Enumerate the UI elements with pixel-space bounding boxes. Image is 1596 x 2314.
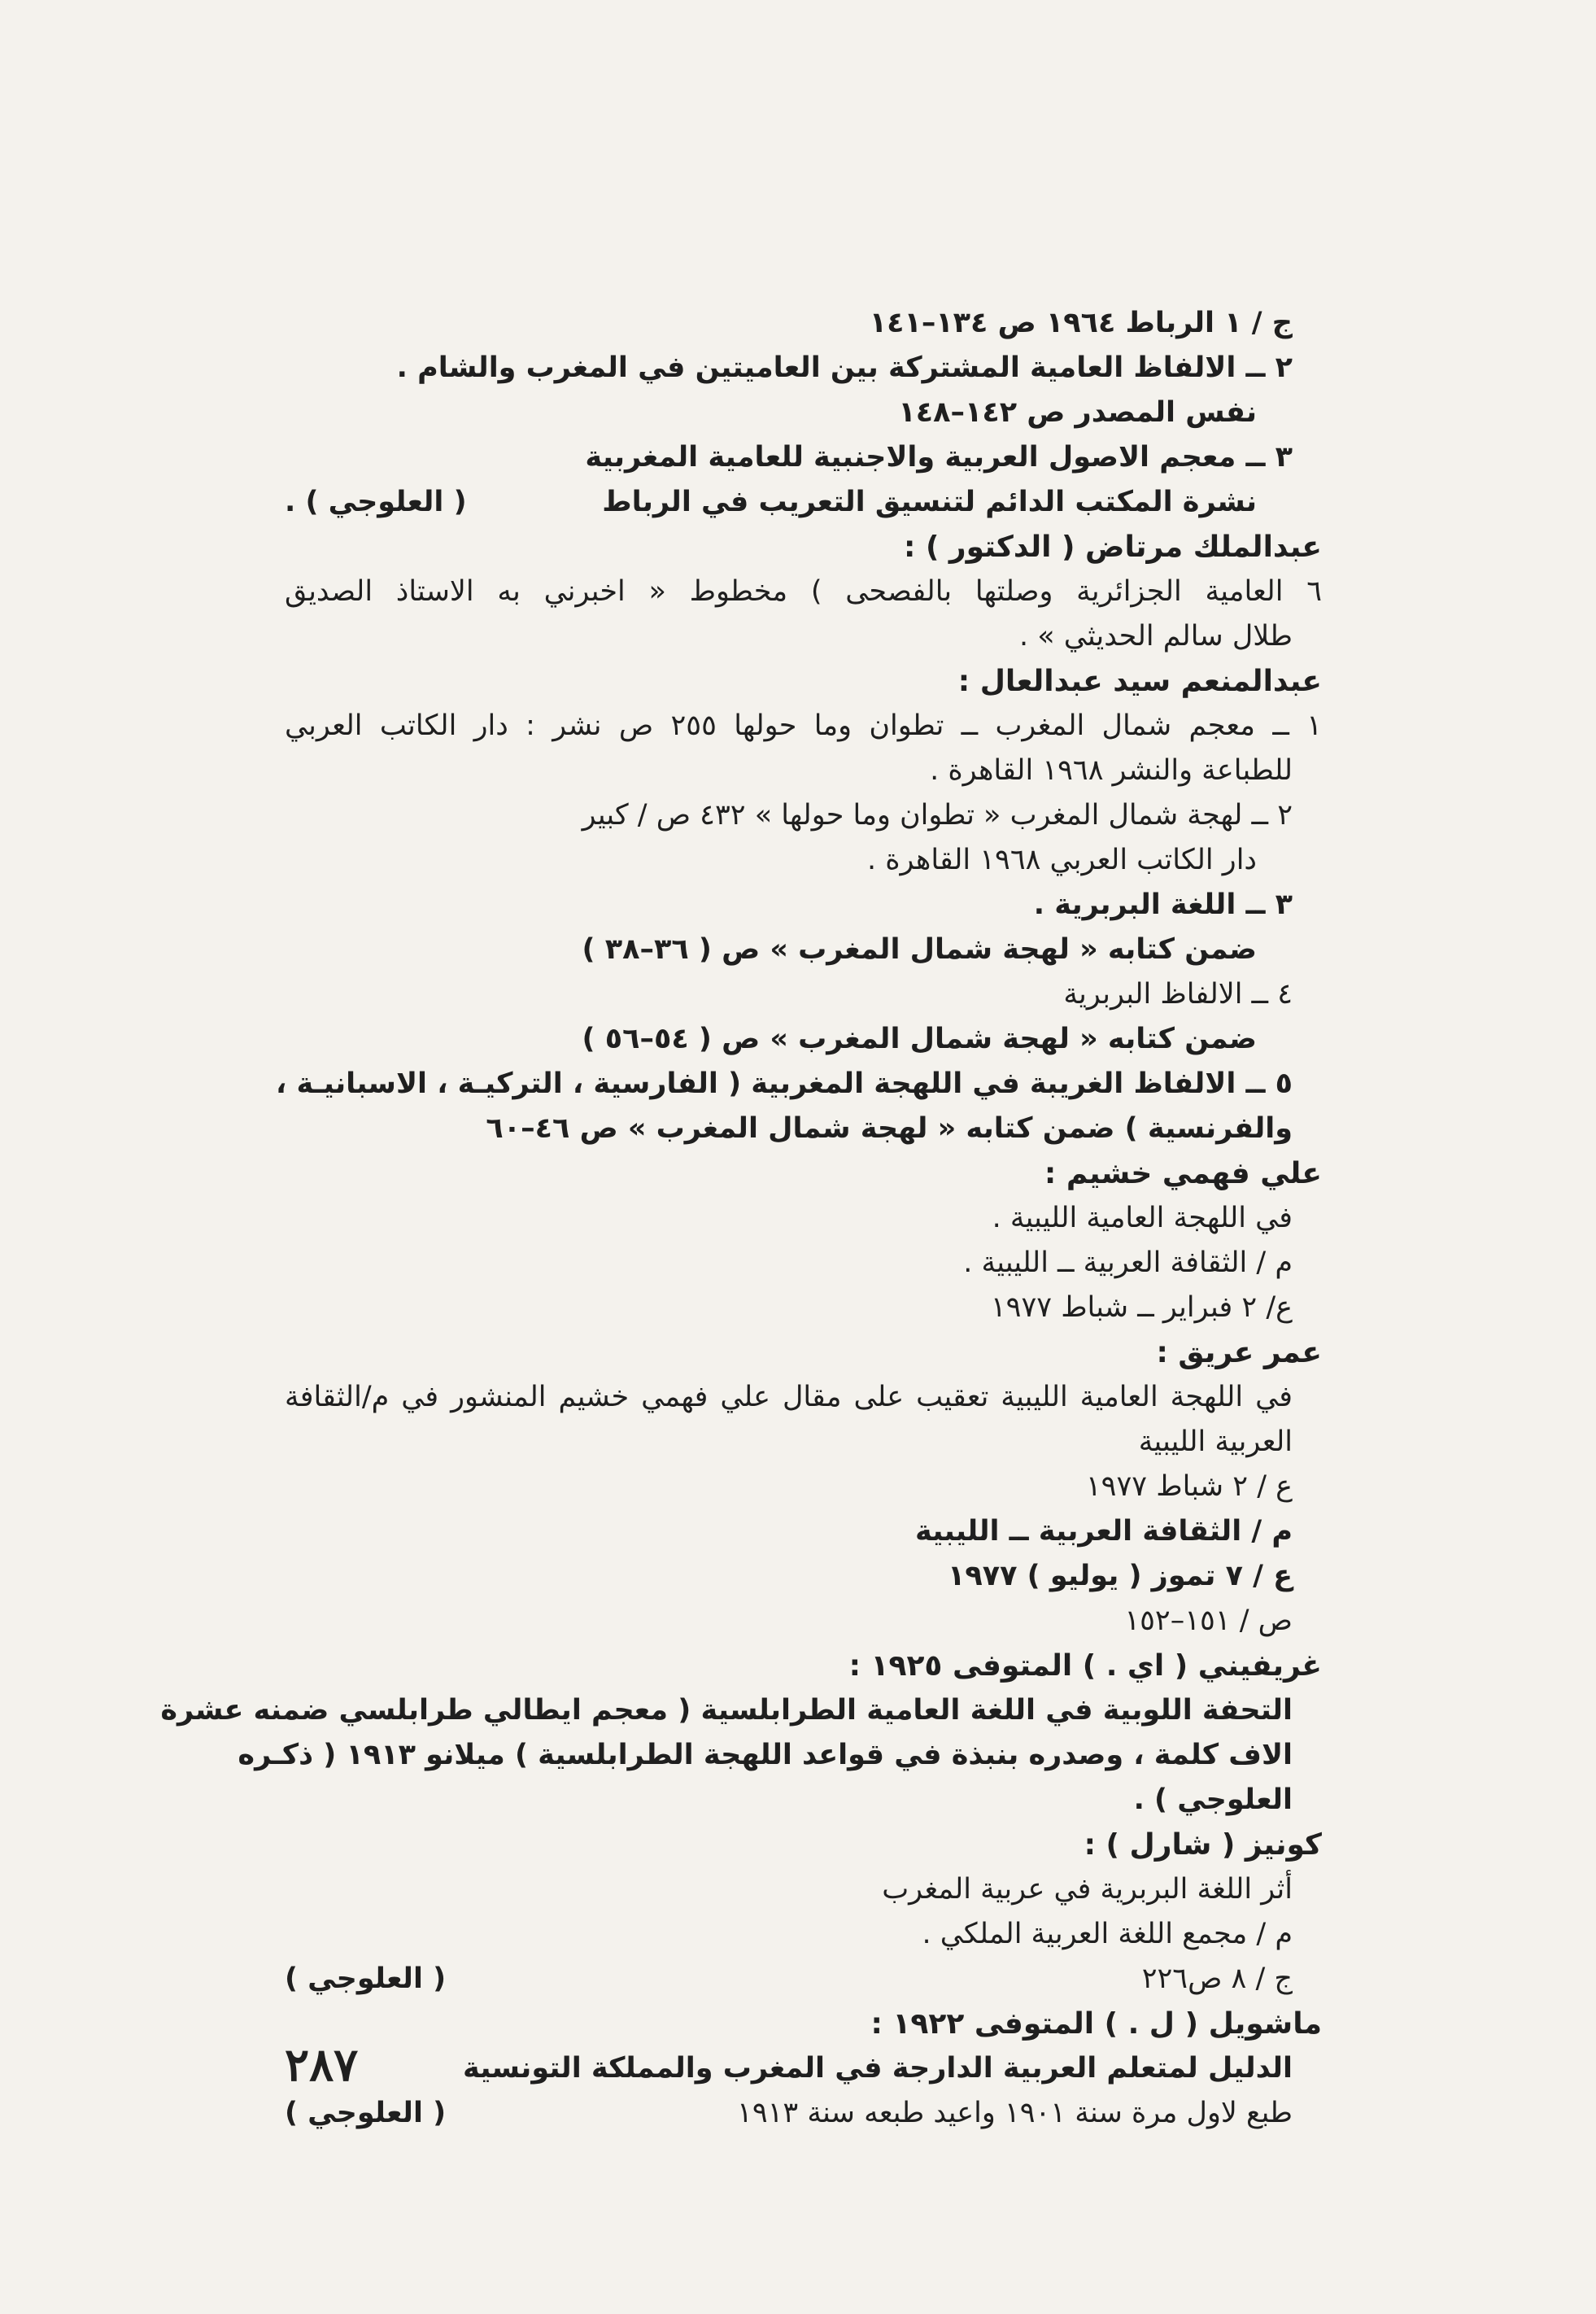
entry-line (285, 1554, 1322, 1599)
line-text: العربية الليبية (1138, 1426, 1293, 1458)
line-text: دار الكاتب العربي ١٩٦٨ القاهرة . (866, 844, 1257, 876)
line-text: م / الثقافة العربية ــ الليبية (914, 1515, 1293, 1548)
line-text: ع / ٧ تموز ( يوليو ) ١٩٧٧ (948, 1560, 1293, 1592)
line-text: الدليل لمتعلم العربية الدارجة في المغرب والمملكة التونسية (463, 2052, 1293, 2085)
entry-line (285, 1778, 1322, 1823)
source-attribution: ( العلوجي ) . (285, 486, 467, 518)
entry-line (285, 346, 1322, 391)
entry-line (276, 1062, 1322, 1107)
entry-line (285, 1599, 1322, 1644)
entry-line (285, 1867, 1322, 1912)
entry-line (238, 1733, 1322, 1778)
page-number: ٢٨٧ (285, 2038, 359, 2092)
line-text: ٣ ــ اللغة البربرية . (1033, 888, 1293, 921)
entry-line (285, 1241, 1322, 1286)
author-heading (285, 2002, 1322, 2046)
line-text: طلال سالم الحديثي » . (1019, 620, 1293, 653)
line-text: عبدالمنعم سيد عبدالعال : (957, 665, 1322, 698)
line-text: ضمن كتابه « لهجة شمال المغرب » ص ( ٥٤–٥٦ ) (582, 1023, 1257, 1055)
entry-line (285, 838, 1322, 883)
entry-line (285, 1375, 1322, 1420)
source-attribution: ( العلوجي ) (285, 2097, 447, 2129)
line-text: نفس المصدر ص ١٤٢–١٤٨ (898, 396, 1257, 429)
entry-line (285, 1196, 1322, 1241)
line-text: ٣ ــ معجم الاصول العربية والاجنبية للعامية المغربية (585, 441, 1293, 474)
line-text: في اللهجة العامية الليبية تعقيب على مقال علي فهمي خشيم المنشور في م/الثقافة (285, 1381, 1293, 1413)
line-text: ص / ١٥١–١٥٢ (1124, 1605, 1293, 1637)
entry-line (285, 614, 1322, 659)
line-text: الاف كلمة ، وصدره بنبذة في قواعد اللهجة الطرابلسية ) ميلانو ١٩١٣ ( ذكـره (238, 1739, 1293, 1771)
line-text: للطباعة والنشر ١٩٦٨ القاهرة . (930, 754, 1293, 787)
line-text: علي فهمي خشيم : (1044, 1157, 1322, 1190)
entry-line (285, 1912, 1322, 1957)
entry-line (285, 2091, 1322, 2136)
line-text: م / الثقافة العربية ــ الليبية . (963, 1247, 1293, 1279)
entry-line (285, 1286, 1322, 1330)
line-text: ضمن كتابه « لهجة شمال المغرب » ص ( ٣٦–٣٨ ) (582, 933, 1257, 966)
entry-line (285, 480, 1322, 525)
line-text: أثر اللغة البربرية في عربية المغرب (882, 1873, 1293, 1906)
author-heading (285, 1823, 1322, 1867)
entry-line (285, 1420, 1322, 1465)
entry-line (285, 883, 1322, 928)
line-text: التحفة اللوبية في اللغة العامية الطرابلسية ( معجم ايطالي طرابلسي ضمنه عشرة (160, 1694, 1293, 1727)
author-heading (285, 1330, 1322, 1375)
entry-line (285, 570, 1322, 614)
bibliography-content (160, 301, 1322, 2136)
line-text: في اللهجة العامية الليبية . (992, 1202, 1293, 1234)
entry-line (285, 2046, 1322, 2091)
line-text: ٦ العامية الجزائرية وصلتها بالفصحى ) مخطوط « اخبرني به الاستاذ الصديق (285, 575, 1322, 608)
entry-line (285, 1107, 1322, 1151)
entry-line (285, 928, 1322, 972)
entry-line (285, 435, 1322, 480)
line-text: العلوجي ) . (1133, 1784, 1293, 1816)
line-text: ج / ٨ ص٢٢٦ (1141, 1963, 1293, 1995)
entry-line (160, 1688, 1322, 1733)
author-heading (285, 525, 1322, 570)
line-text: ماشويل ( ل . ) المتوفى ١٩٢٢ : (870, 2007, 1322, 2041)
line-text: عمر عريق : (1156, 1336, 1322, 1369)
line-text: ٢ ــ الالفاظ العامية المشتركة بين العاميتين في المغرب والشام . (396, 351, 1293, 384)
line-text: م / مجمع اللغة العربية الملكي . (922, 1918, 1293, 1950)
line-text: ٢ ــ لهجة شمال المغرب « تطوان وما حولها » ٤٣٢ ص / كبير (582, 799, 1293, 832)
entry-line (285, 749, 1322, 793)
source-attribution: ( العلوجي ) (285, 1963, 447, 1995)
line-text: غريفيني ( اي . ) المتوفى ١٩٢٥ : (848, 1649, 1322, 1683)
entry-line (285, 972, 1322, 1017)
line-text: ج / ١ الرباط ١٩٦٤ ص ١٣٤–١٤١ (869, 307, 1293, 339)
line-text: ع / ٢ شباط ١٩٧٧ (1085, 1470, 1293, 1503)
entry-line (285, 793, 1322, 838)
entry-line (285, 301, 1322, 346)
line-text: عبدالملك مرتاض ( الدكتور ) : (904, 530, 1322, 564)
author-heading (285, 1644, 1322, 1688)
entry-line (285, 1509, 1322, 1554)
line-text: ٤ ــ الالفاظ البربرية (1063, 978, 1293, 1011)
line-text: ٥ ــ الالفاظ الغريبة في اللهجة المغربية ( الفارسية ، التركيـة ، الاسبانيـة ، (276, 1067, 1293, 1100)
line-text: كونيز ( شارل ) : (1084, 1828, 1322, 1862)
line-text: طبع لاول مرة سنة ١٩٠١ واعيد طبعه سنة ١٩١٣ (737, 2097, 1293, 2129)
line-text: ١ ــ معجم شمال المغرب ــ تطوان وما حولها ٢٥٥ ص نشر : دار الكاتب العربي (285, 709, 1322, 742)
entry-line (285, 1017, 1322, 1062)
author-heading (285, 1151, 1322, 1196)
line-text: نشرة المكتب الدائم لتنسيق التعريب في الرباط (602, 486, 1257, 518)
entry-line (285, 391, 1322, 435)
entry-line (285, 1465, 1322, 1509)
line-text: والفرنسية ) ضمن كتابه « لهجة شمال المغرب » ص ٤٦–٦٠ (486, 1112, 1293, 1145)
entry-line (285, 1957, 1322, 2002)
line-text: ع/ ٢ فبراير ــ شباط ١٩٧٧ (990, 1291, 1293, 1324)
author-heading (285, 659, 1322, 704)
entry-line (285, 704, 1322, 749)
